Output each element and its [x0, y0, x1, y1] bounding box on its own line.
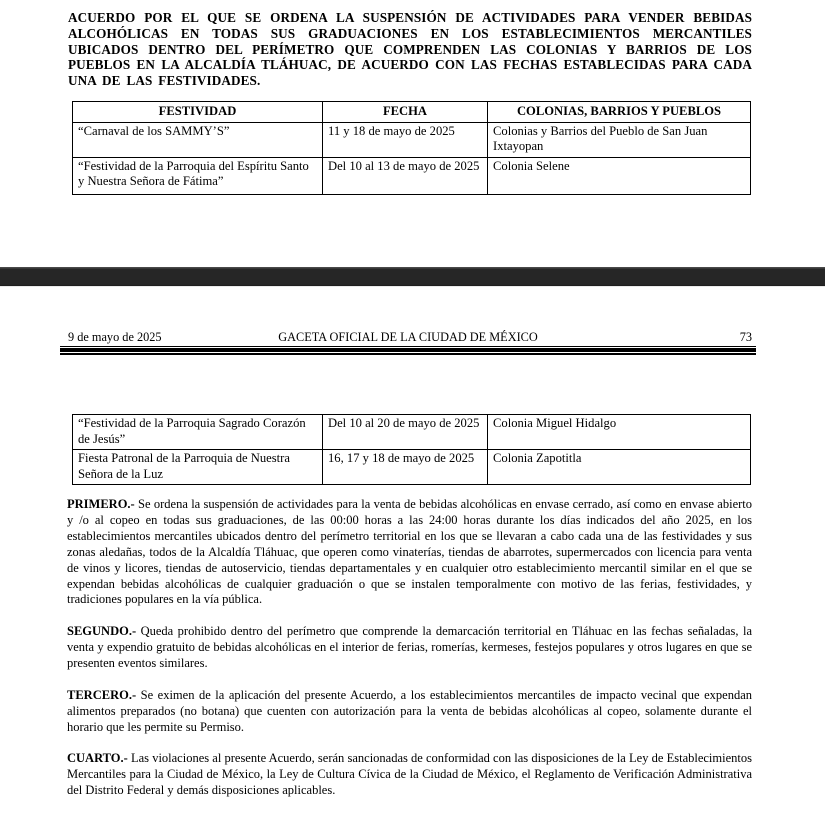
- cell-festividad: “Carnaval de los SAMMY’S”: [73, 122, 323, 157]
- table-row: [73, 157, 751, 194]
- article-segundo: [67, 624, 752, 672]
- cell-festividad: “Festividad de la Parroquia Sagrado Corazón de Jesús”: [73, 415, 323, 450]
- column-header-fecha: FECHA: [323, 102, 488, 123]
- column-header-festividad: FESTIVIDAD: [73, 102, 323, 123]
- article-text: Las violaciones al presente Acuerdo, serán sancionadas de conformidad con las disposiciones de la Ley de Establecimientos Mercantiles para la Ciudad de México, la Ley de Cultura Cívica de la Ciudad de México, el Reglamento de Verificación Administrativa del Distrito Federal y demás disposiciones aplicables.: [67, 751, 752, 797]
- document-title: ACUERDO POR EL QUE SE ORDENA LA SUSPENSIÓN DE ACTIVIDADES PARA VENDER BEBIDAS ALCOHÓLICAS EN TODAS SUS GRADUACIONES EN LOS ESTABLECIMIENTOS MERCANTILES UBICADOS DENTRO DEL PERÍMETRO QUE COMPRENDEN LAS COLONIAS Y BARRIOS DE LOS PUEBLOS EN LA ALCALDÍA TLÁHUAC, DE ACUERDO CON LAS FECHAS ESTABLECIDAS PARA CADA UNA DE LAS FESTIVIDADES.: [68, 10, 752, 89]
- festivities-table-page-1: [72, 101, 751, 195]
- table-row: [73, 415, 751, 450]
- article-label: SEGUNDO.-: [67, 624, 137, 638]
- table-row: [73, 122, 751, 157]
- cell-fecha: Del 10 al 13 de mayo de 2025: [323, 157, 488, 194]
- rule-line-thick: [60, 348, 756, 352]
- page-separator-bar: [0, 267, 825, 286]
- cell-fecha: 11 y 18 de mayo de 2025: [323, 122, 488, 157]
- article-text: Queda prohibido dentro del perímetro que comprende la demarcación territorial en Tláhuac en las fechas señaladas, la venta y expendio gratuito de bebidas alcohólicas en el interior de ferias, romerías, kermeses, festejos populares y otros lugares en que se presenten eventos similares.: [67, 624, 753, 670]
- article-label: PRIMERO.-: [67, 497, 135, 511]
- article-tercero: [67, 688, 752, 736]
- cell-colonias: Colonia Miguel Hidalgo: [488, 415, 751, 450]
- header-double-rule: [60, 348, 756, 355]
- header-gazette-title: GACETA OFICIAL DE LA CIUDAD DE MÉXICO: [278, 330, 538, 344]
- cell-festividad: Fiesta Patronal de la Parroquia de Nuestra Señora de la Luz: [73, 450, 323, 485]
- rule-line-thin: [60, 353, 756, 355]
- article-cuarto: [67, 751, 752, 799]
- cell-festividad: “Festividad de la Parroquia del Espíritu Santo y Nuestra Señora de Fátima”: [73, 157, 323, 194]
- article-text: Se eximen de la aplicación del presente Acuerdo, a los establecimientos mercantiles de impacto vecinal que expendan alimentos preparados (no botana) que cuenten con autorización para la venta de bebidas alcohólicas al copeo, solamente durante el horario que les permite su Permiso.: [67, 688, 753, 734]
- article-label: CUARTO.-: [67, 751, 128, 765]
- cell-fecha: 16, 17 y 18 de mayo de 2025: [323, 450, 488, 485]
- table-row: [73, 450, 751, 485]
- festivities-table-page-2: [72, 414, 751, 485]
- cell-colonias: Colonia Zapotitla: [488, 450, 751, 485]
- column-header-colonias: COLONIAS, BARRIOS Y PUEBLOS: [488, 102, 751, 123]
- cell-colonias: Colonia Selene: [488, 157, 751, 194]
- header-date: 9 de mayo de 2025: [68, 330, 162, 344]
- table-header-row: [73, 102, 751, 123]
- article-label: TERCERO.-: [67, 688, 137, 702]
- running-header: [60, 330, 756, 347]
- article-text: Se ordena la suspensión de actividades para la venta de bebidas alcohólicas en envase cerrado, así como en envase abierto y /o al copeo en todas sus graduaciones, de las 00:00 horas a las 24:00 horas durante los días indicados del año 2025, en los establecimientos mercantiles ubicados dentro del perímetro territorial en los que se llevaran a cabo cada una de las festividades y sus zonas aledañas, todos de la Alcaldía Tláhuac, que operen como vinaterías, tiendas de abarrotes, supermercados con licencia para venta de vinos y licores, tiendas de autoservicio, tiendas departamentales y en cualquier otro establecimiento mercantil similar en el que se expendan bebidas alcohólicas de cualquier graduación o que se instalen temporalmente con motivo de las ferias, festividades, y tradiciones populares en la vía pública.: [67, 497, 752, 607]
- article-primero: [67, 497, 752, 608]
- cell-fecha: Del 10 al 20 de mayo de 2025: [323, 415, 488, 450]
- header-page-number: 73: [739, 330, 752, 344]
- cell-colonias: Colonias y Barrios del Pueblo de San Juan Ixtayopan: [488, 122, 751, 157]
